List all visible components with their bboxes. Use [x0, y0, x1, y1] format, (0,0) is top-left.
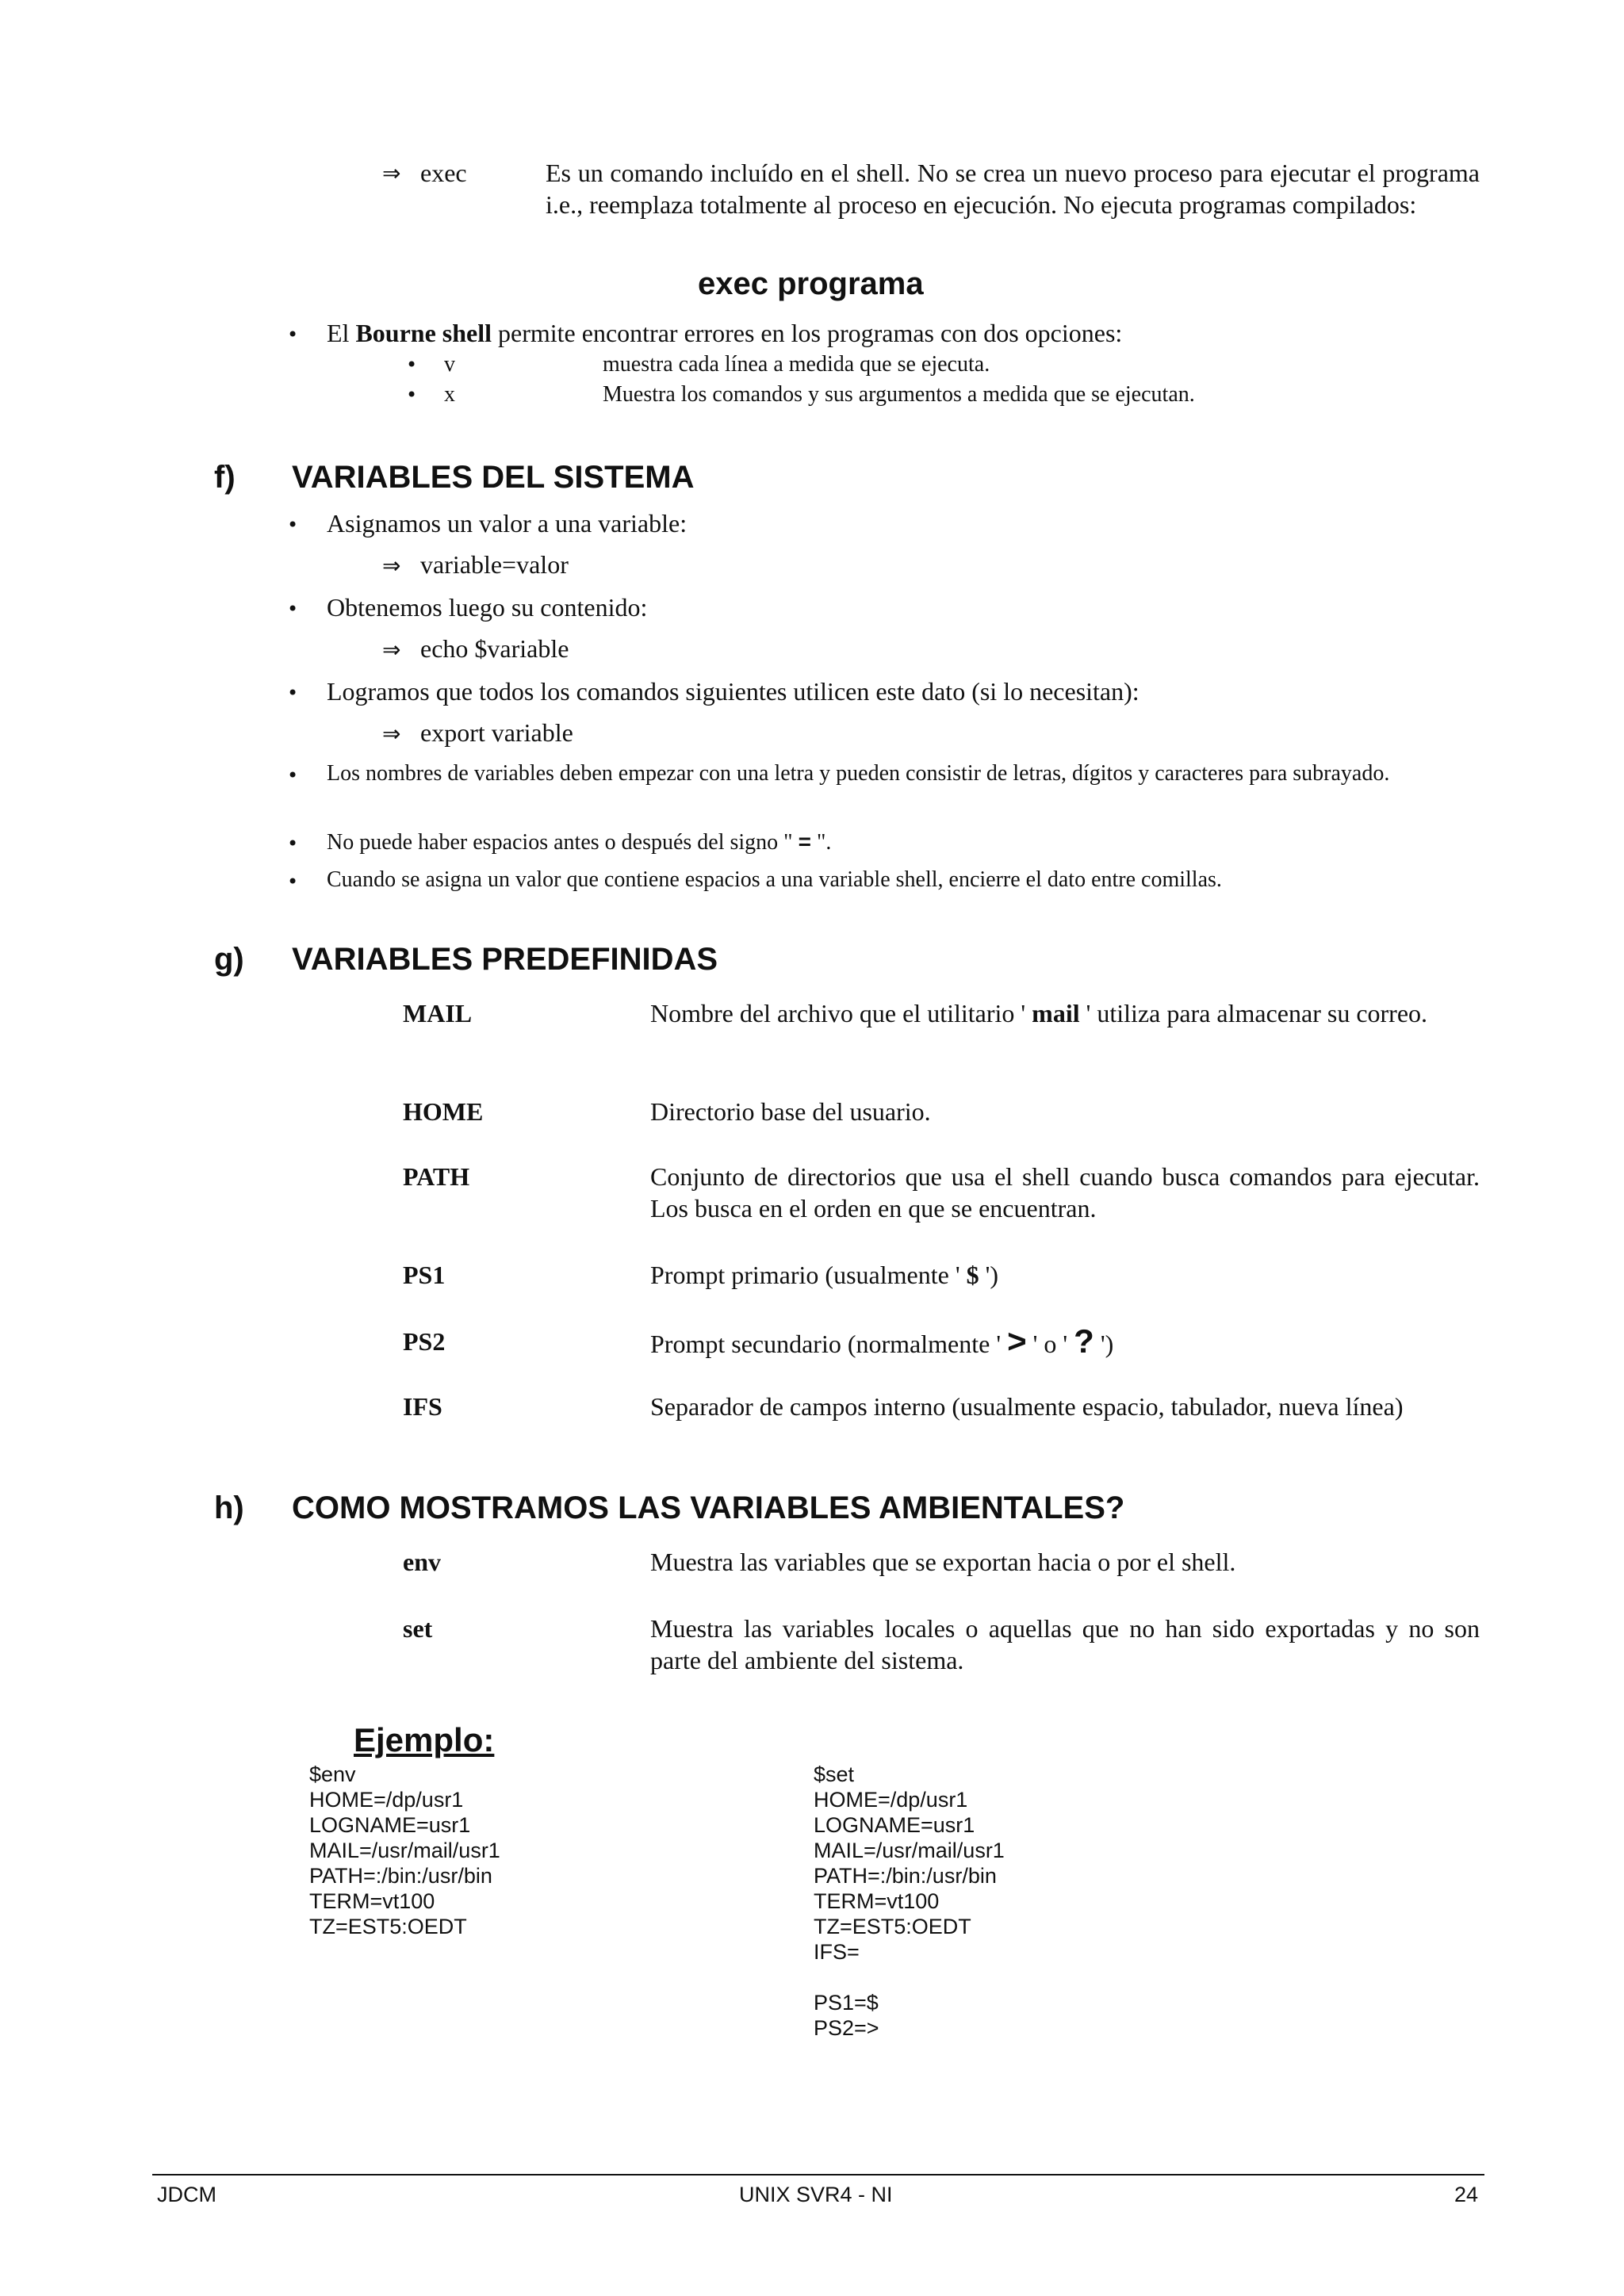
note-text: Los nombres de variables deben empezar con una letra y pueden consistir de letras, dígitos y caracteres para subrayado. — [327, 761, 1390, 786]
variable-name: PS2 — [403, 1327, 446, 1356]
bullet-icon: • — [287, 323, 299, 346]
output-line: $set — [814, 1762, 855, 1786]
output-line: HOME=/dp/usr1 — [309, 1788, 464, 1812]
list-item: Logramos que todos los comandos siguientes utilicen este dato (si lo necesitan): — [327, 677, 1139, 706]
option-desc: Muestra los comandos y sus argumentos a medida que se ejecutan. — [603, 382, 1195, 407]
section-letter: f) — [214, 460, 236, 495]
section-title: COMO MOSTRAMOS LAS VARIABLES AMBIENTALES? — [292, 1490, 1125, 1525]
bourne-text: El Bourne shell permite encontrar errores en los programas con dos opciones: — [327, 319, 1123, 347]
footer-left: JDCM — [157, 2183, 216, 2206]
env-output — [309, 1762, 500, 1939]
bullet-icon: • — [406, 354, 418, 376]
output-line: PS2=> — [814, 2016, 879, 2040]
output-line: MAIL=/usr/mail/usr1 — [814, 1839, 1005, 1862]
variable-desc: Separador de campos interno (usualmente espacio, tabulador, nueva línea) — [650, 1392, 1404, 1421]
variable-name: PS1 — [403, 1261, 446, 1289]
option-desc: muestra cada línea a medida que se ejecuta. — [603, 352, 990, 377]
section-title: VARIABLES DEL SISTEMA — [292, 460, 695, 495]
bullet-icon: • — [287, 598, 299, 620]
arrow-icon: ⇒ — [382, 637, 401, 663]
variable-desc: Prompt secundario (normalmente ' > ' o ' ? ') — [650, 1322, 1114, 1360]
bullet-icon: • — [287, 871, 299, 893]
footer-center: UNIX SVR4 - NI — [739, 2183, 893, 2206]
output-line: TERM=vt100 — [814, 1889, 940, 1913]
output-line: HOME=/dp/usr1 — [814, 1788, 968, 1812]
exec-term: exec — [420, 159, 467, 187]
section-letter: g) — [214, 942, 244, 977]
output-line: TZ=EST5:OEDT — [814, 1915, 971, 1938]
variable-name: MAIL — [403, 999, 473, 1027]
output-line: LOGNAME=usr1 — [309, 1813, 471, 1837]
code-line: echo $variable — [420, 634, 569, 663]
output-line: TERM=vt100 — [309, 1889, 435, 1913]
variable-name: HOME — [403, 1097, 484, 1126]
list-item: Obtenemos luego su contenido: — [327, 593, 648, 622]
exec-description: Es un comando incluído en el shell. No se crea un nuevo proceso para ejecutar el programa i.e., reemplaza totalmente al proceso en ejecución. No ejecuta programas compilados: — [546, 159, 1480, 219]
variable-name: IFS — [403, 1392, 442, 1421]
code-line: variable=valor — [420, 550, 569, 579]
command-desc: Muestra las variables que se exportan hacia o por el shell. — [650, 1548, 1236, 1576]
output-line: PATH=:/bin:/usr/bin — [309, 1864, 492, 1888]
section-title: VARIABLES PREDEFINIDAS — [292, 942, 718, 977]
variable-desc: Conjunto de directorios que usa el shell cuando busca comandos para ejecutar. Los busca en el orden en que se encuentran. — [650, 1162, 1480, 1223]
variable-desc: Prompt primario (usualmente ' $ ') — [650, 1261, 998, 1289]
output-line: LOGNAME=usr1 — [814, 1813, 975, 1837]
footer-divider — [152, 2174, 1484, 2175]
variable-desc: Directorio base del usuario. — [650, 1097, 931, 1126]
output-line: MAIL=/usr/mail/usr1 — [309, 1839, 500, 1862]
bullet-icon: • — [287, 832, 299, 855]
output-line: $env — [309, 1762, 356, 1786]
section-letter: h) — [214, 1490, 244, 1525]
output-line: PS1=$ — [814, 1991, 879, 2015]
set-output — [814, 1762, 1005, 2041]
note-text: No puede haber espacios antes o después del signo " = ". — [327, 829, 832, 855]
bullet-icon: • — [287, 764, 299, 786]
bullet-icon: • — [406, 384, 418, 406]
blank-line — [814, 1965, 1005, 1990]
option-flag: x — [444, 382, 455, 407]
bullet-icon: • — [287, 682, 299, 704]
arrow-icon: ⇒ — [382, 160, 401, 186]
code-line: export variable — [420, 718, 573, 747]
option-flag: v — [444, 352, 455, 377]
output-line: IFS= — [814, 1940, 860, 1964]
command-name: set — [403, 1614, 433, 1643]
output-line: TZ=EST5:OEDT — [309, 1915, 467, 1938]
list-item: Asignamos un valor a una variable: — [327, 509, 688, 538]
command-name: env — [403, 1548, 441, 1576]
variable-desc: Nombre del archivo que el utilitario ' mail ' utiliza para almacenar su correo. — [650, 999, 1428, 1027]
exec-syntax: exec programa — [698, 266, 924, 301]
output-line: PATH=:/bin:/usr/bin — [814, 1864, 997, 1888]
variable-name: PATH — [403, 1162, 470, 1191]
bullet-icon: • — [287, 514, 299, 536]
page-number: 24 — [1454, 2183, 1479, 2206]
command-desc: Muestra las variables locales o aquellas que no han sido exportadas y no son parte del ambiente del sistema. — [650, 1614, 1480, 1674]
arrow-icon: ⇒ — [382, 721, 401, 747]
example-title: Ejemplo: — [354, 1721, 495, 1758]
arrow-icon: ⇒ — [382, 553, 401, 579]
note-text: Cuando se asigna un valor que contiene espacios a una variable shell, encierre el dato entre comillas. — [327, 867, 1222, 892]
